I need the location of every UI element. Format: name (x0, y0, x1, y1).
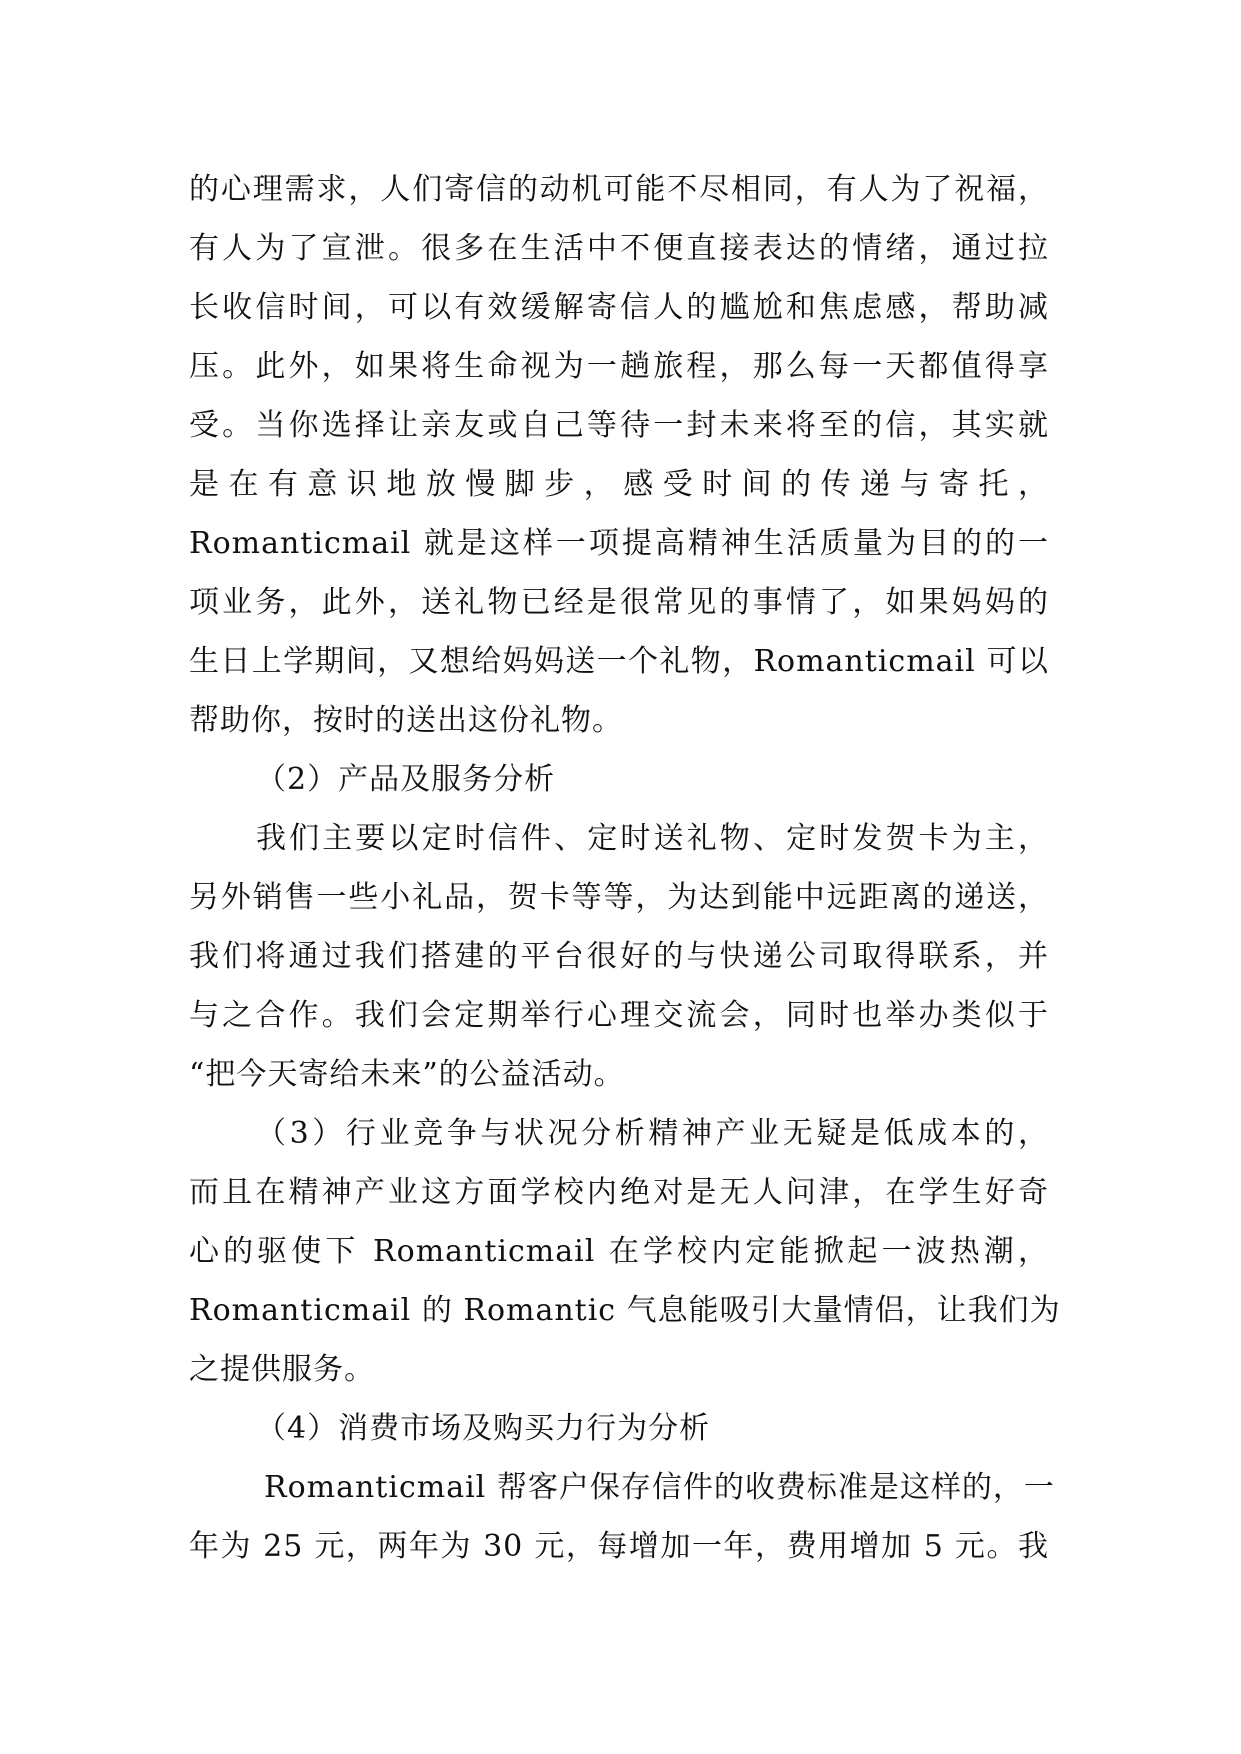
paragraph-line: 长收信时间，可以有效缓解寄信人的尴尬和焦虑感，帮助减 (189, 290, 1049, 325)
paragraph-line: 帮助你，按时的送出这份礼物。 (189, 703, 623, 738)
section-heading-3: （3）行业竞争与状况分析精神产业无疑是低成本的， (256, 1116, 1049, 1151)
paragraph-line: 是在有意识地放慢脚步，感受时间的传递与寄托， (189, 467, 1049, 502)
paragraph-line: 我们主要以定时信件、定时送礼物、定时发贺卡为主， (256, 821, 1049, 856)
paragraph-line: Romanticmail 的 Romantic 气息能吸引大量情侣，让我们为 (189, 1293, 1061, 1328)
paragraph-line: 有人为了宣泄。很多在生活中不便直接表达的情绪，通过拉 (189, 231, 1049, 266)
paragraph-line: 项业务，此外，送礼物已经是很常见的事情了，如果妈妈的 (189, 585, 1049, 620)
paragraph-line: 心的驱使下 Romanticmail 在学校内定能掀起一波热潮， (189, 1234, 1049, 1269)
paragraph-line: 的心理需求，人们寄信的动机可能不尽相同，有人为了祝福， (189, 172, 1049, 207)
paragraph-line: Romanticmail 就是这样一项提高精神生活质量为目的的一 (189, 526, 1049, 561)
section-heading-2: （2）产品及服务分析 (256, 762, 556, 797)
paragraph-line: 另外销售一些小礼品，贺卡等等，为达到能中远距离的递送， (189, 880, 1049, 915)
paragraph-line: 我们将通过我们搭建的平台很好的与快递公司取得联系，并 (189, 939, 1049, 974)
section-heading-4: （4）消费市场及购买力行为分析 (256, 1411, 711, 1446)
paragraph-line: “把今天寄给未来”的公益活动。 (189, 1057, 625, 1092)
paragraph-line: 之提供服务。 (189, 1352, 375, 1387)
paragraph-line: 生日上学期间，又想给妈妈送一个礼物，Romanticmail 可以 (189, 644, 1049, 679)
paragraph-line: 压。此外，如果将生命视为一趟旅程，那么每一天都值得享 (189, 349, 1049, 384)
paragraph-line: 而且在精神产业这方面学校内绝对是无人问津，在学生好奇 (189, 1175, 1049, 1210)
paragraph-line: 受。当你选择让亲友或自己等待一封未来将至的信，其实就 (189, 408, 1049, 443)
paragraph-line: Romanticmail 帮客户保存信件的收费标准是这样的，一 (264, 1470, 1055, 1505)
paragraph-line: 年为 25 元，两年为 30 元，每增加一年，费用增加 5 元。我 (189, 1529, 1049, 1564)
paragraph-line: 与之合作。我们会定期举行心理交流会，同时也举办类似于 (189, 998, 1049, 1033)
